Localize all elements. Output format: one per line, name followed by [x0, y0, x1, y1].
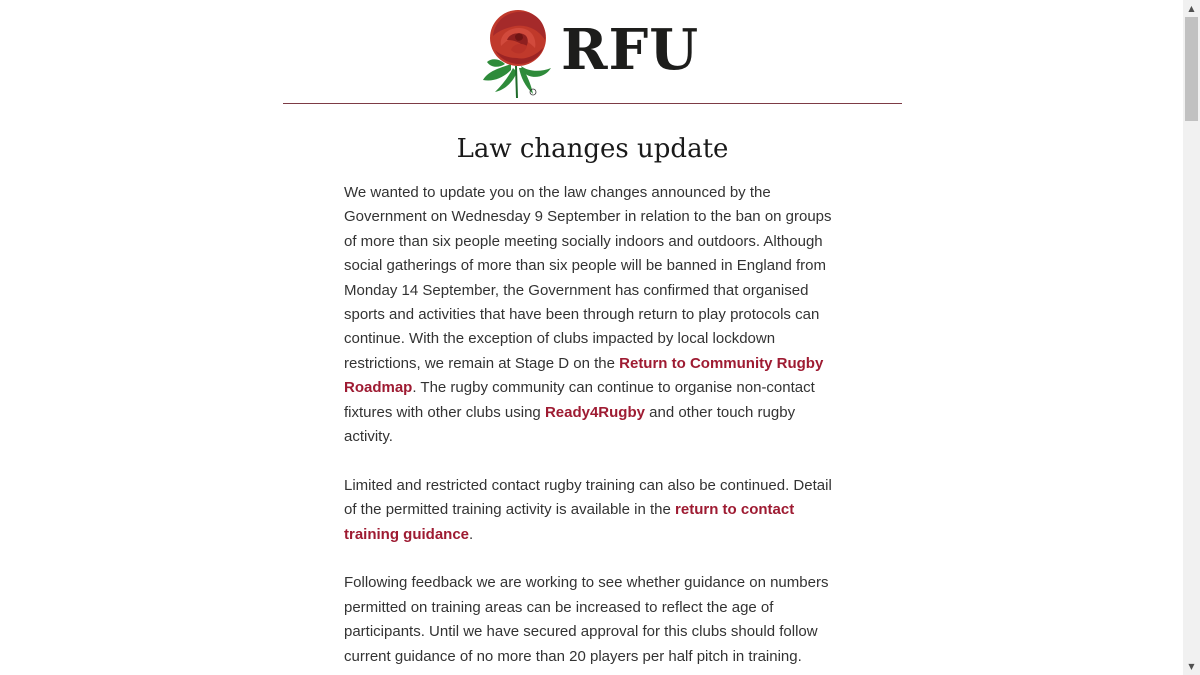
paragraph-3: Following feedback we are working to see whether guidance on numbers permitted on training areas can be increased to reflect the age of participants. Until we have secured approval for this clubs should follow current guidance of no more than 20 players per half pitch in training. [344, 574, 829, 665]
roadmap-link[interactable]: Return to Community Rugby Roadmap [344, 354, 824, 397]
ready4rugby-link[interactable]: Ready4Rugby [544, 403, 645, 421]
scroll-up-icon[interactable]: ▲ [1188, 4, 1195, 13]
paragraph-text: Limited and restricted contact rugby training can also be continued. Detail of the permitted training activity is available in the [344, 476, 832, 519]
paragraph-text: . [469, 525, 474, 543]
page-title: Law changes update [456, 134, 729, 164]
article-body [344, 181, 844, 675]
contact-training-guidance-link[interactable]: return to contact training guidance [344, 501, 795, 543]
paragraph-text: . The rugby community can continue to organise non-contact fixtures with other clubs using [344, 379, 815, 421]
email-header [283, 0, 902, 104]
rose-icon [481, 6, 555, 98]
scrollbar-thumb[interactable] [1185, 17, 1198, 121]
paragraph-1 [344, 181, 844, 449]
header-divider [283, 103, 902, 104]
paragraph-text: and other touch rugby activity. [344, 403, 796, 446]
rfu-logo[interactable] [481, 6, 700, 98]
vertical-scrollbar[interactable] [1183, 0, 1200, 675]
paragraph-text: We wanted to update you on the law changes announced by the Government on Wednesday 9 September in relation to the ban on groups of more than six people meeting socially indoors and outdoors. Although social gatherings of more than six people will be banned in England from Monday 14 September, the Government has confirmed that organised sports and activities that have been through return to play protocols can continue. With the exception of clubs impacted by local lockdown restrictions, we remain at Stage D on the [344, 184, 832, 372]
rfu-wordmark: RFU [561, 17, 700, 83]
paragraph-2 [344, 474, 844, 547]
scroll-down-icon[interactable]: ▼ [1188, 662, 1195, 671]
